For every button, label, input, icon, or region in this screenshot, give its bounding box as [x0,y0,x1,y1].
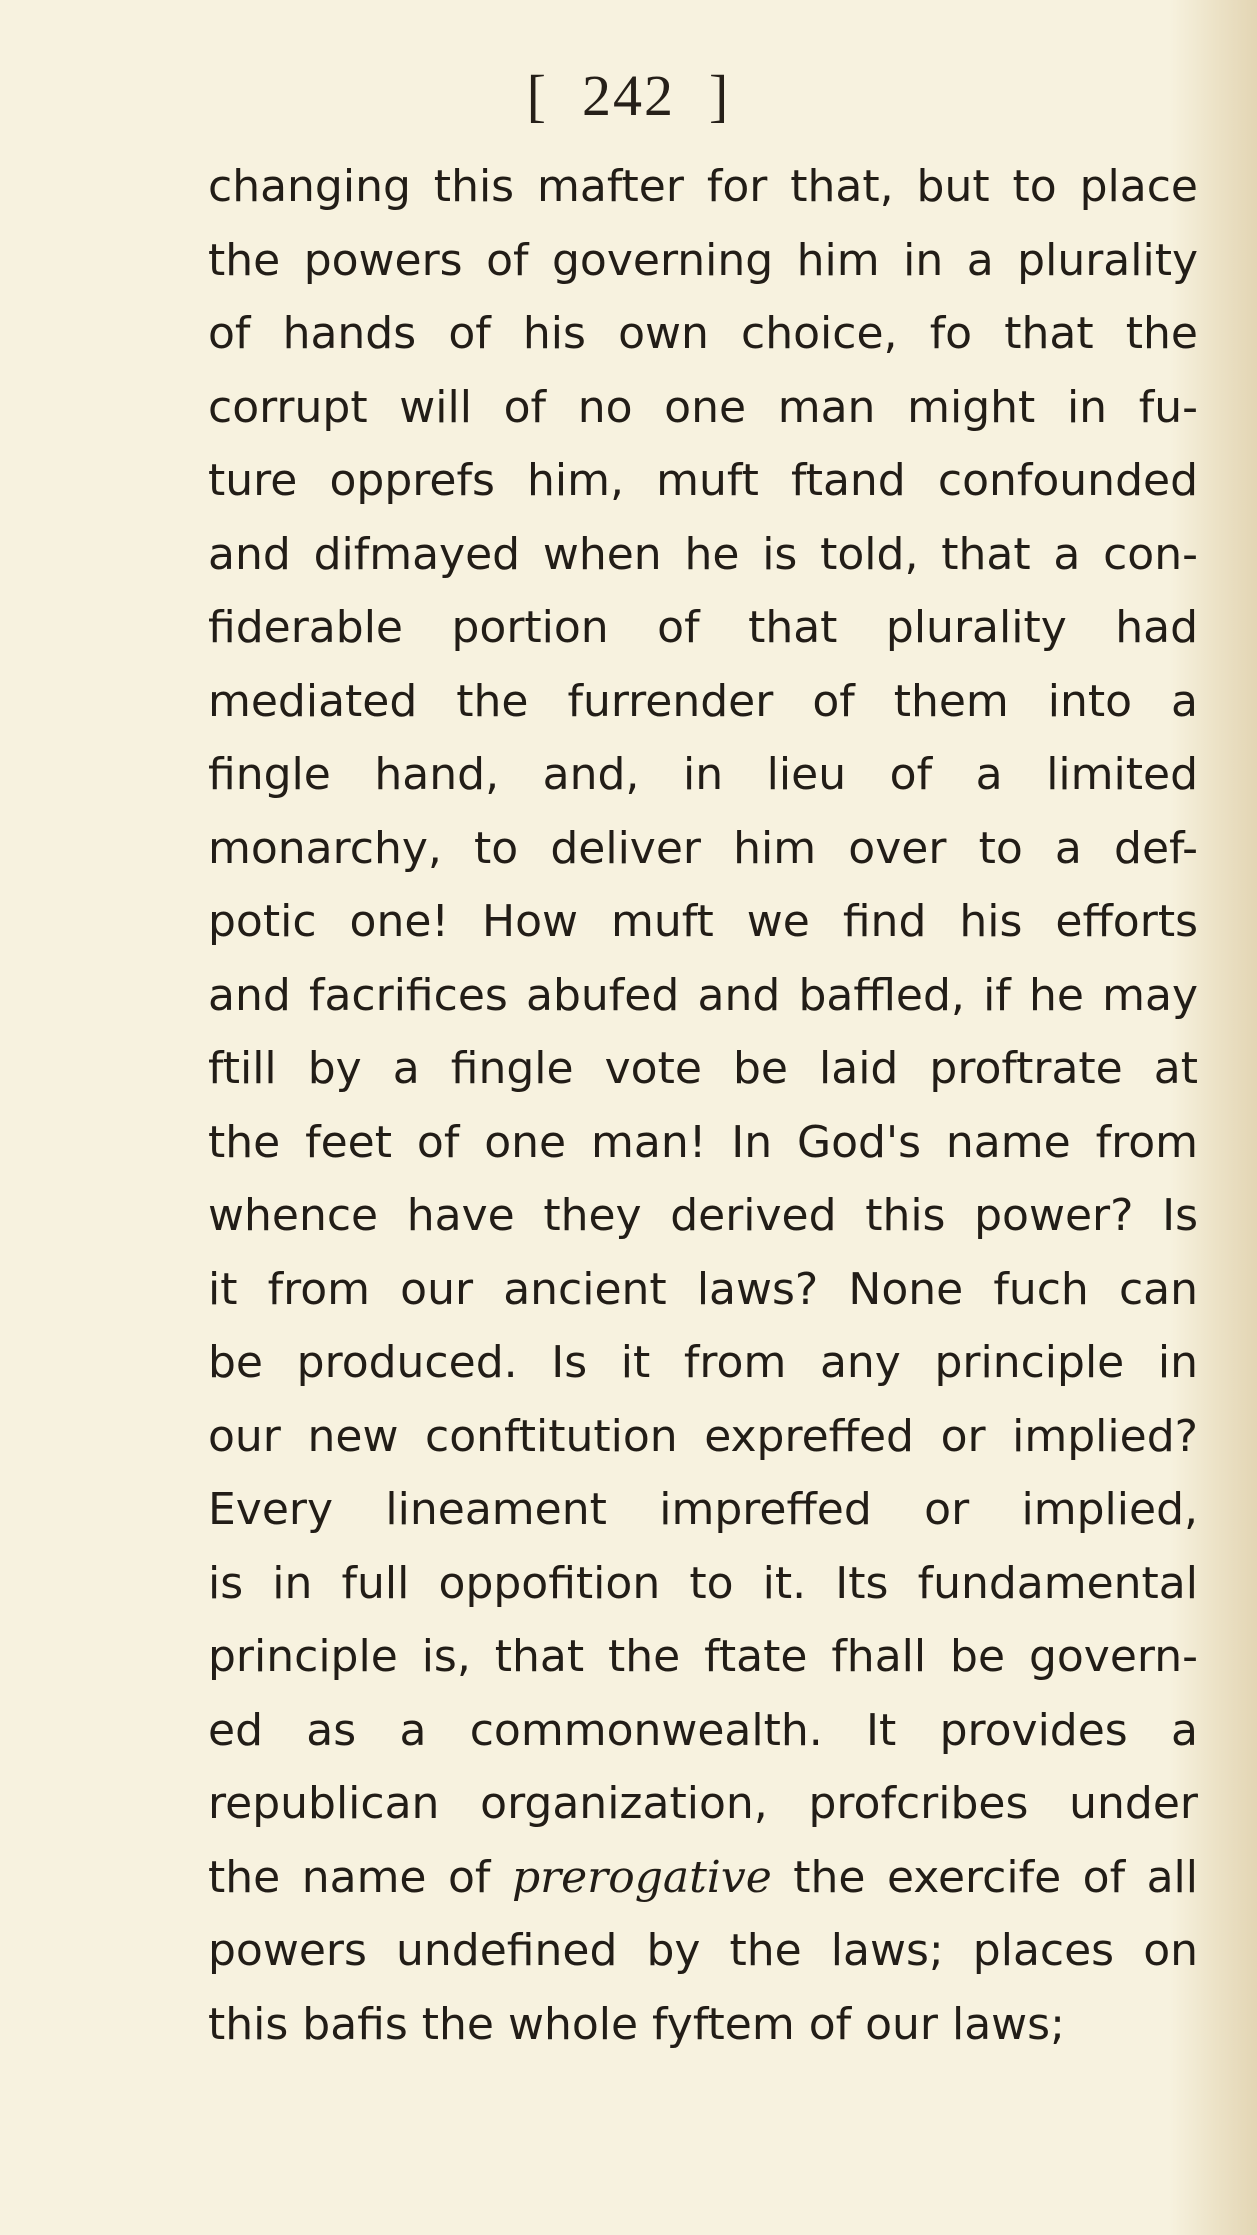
text-line-italic [208,1841,1198,1915]
text-line: corrupt will of no one man might in fu- [208,381,1198,433]
text-line: monarchy, to deliver him over to a def- [208,822,1198,874]
text-line: is in full oppofition to it. Its fundamental [208,1557,1198,1609]
text-line: ftill by a fingle vote be laid proftrate at [208,1043,1198,1094]
text-fragment: the name of [208,1851,491,1903]
text-line: fingle hand, and, in lieu of a limited [208,749,1198,800]
text-line: ed as a commonwealth. It provides a [208,1704,1198,1756]
text-line: potic one! How muft we find his efforts [208,896,1198,947]
text-line: whence have they derived this power? Is [208,1190,1198,1241]
header-bracket-open: [ [526,63,548,128]
text-line: the powers of governing him in a plurality [208,234,1198,286]
text-fragment: the exercife of all [793,1851,1198,1903]
text-line: principle is, that the ftate fhall be govern- [208,1631,1198,1682]
text-line: our new conftitution expreffed or implied? [208,1410,1198,1462]
header-bracket-close: ] [709,63,731,128]
italic-word-prerogative: prerogative [511,1851,772,1903]
text-line: republican organization, profcribes under [208,1778,1198,1829]
page-header [0,62,1257,129]
text-line: Every lineament impreffed or implied, [208,1484,1198,1535]
text-line: powers undefined by the laws; places on [208,1925,1198,1976]
text-line: mediated the furrender of them into a [208,675,1198,727]
text-line: and facrifices abufed and baffled, if he may [208,969,1198,1021]
text-line-last: this bafis the whole fyftem of our laws; [208,1998,1065,2050]
text-line: changing this mafter for that, but to place [208,161,1198,212]
body-text [208,150,1198,2061]
text-line: of hands of his own choice, fo that the [208,308,1198,359]
text-line: fiderable portion of that plurality had [208,602,1198,653]
text-line: be produced. Is it from any principle in [208,1337,1198,1388]
text-line: and difmayed when he is told, that a con- [208,528,1198,580]
page-number: 242 [582,63,675,128]
text-line: the feet of one man! In God's name from [208,1116,1198,1168]
text-line: it from our ancient laws? None fuch can [208,1263,1198,1315]
text-line: ture opprefs him, muft ftand confounded [208,455,1198,506]
